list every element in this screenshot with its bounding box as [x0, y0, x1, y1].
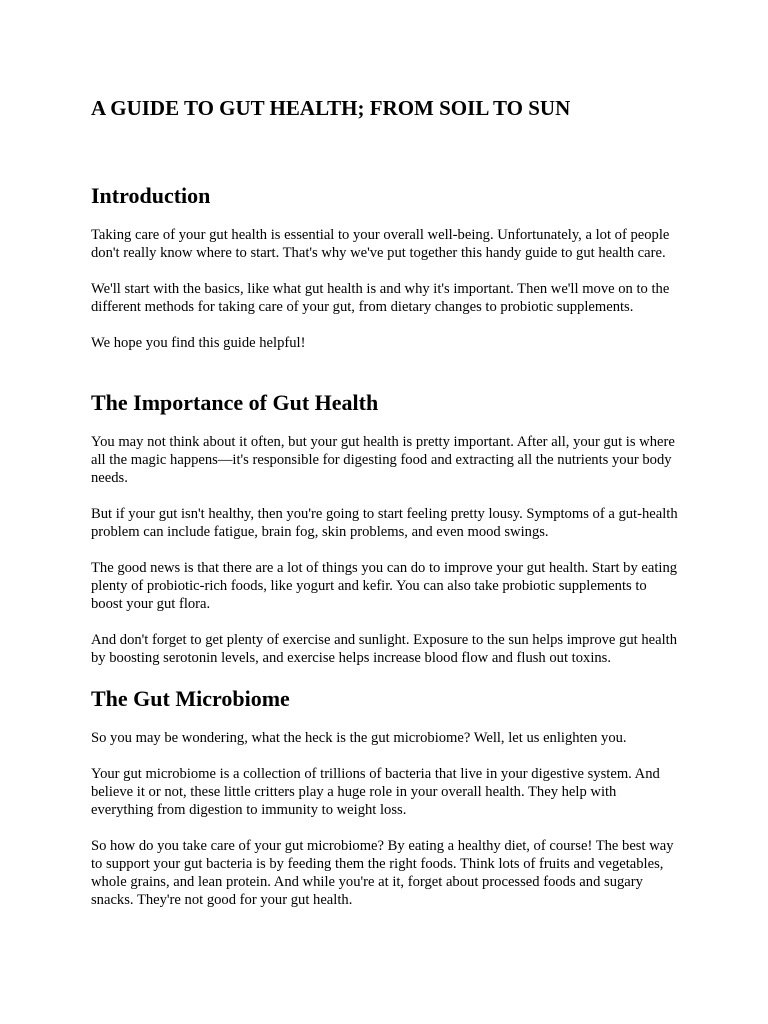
section-introduction — [91, 183, 681, 370]
paragraph: You may not think about it often, but your gut health is pretty important. After all, your gut is where all the magic happens—it's responsible for digesting food and extracting all the nutrients your body needs. — [91, 434, 675, 486]
section-importance-of-gut-health — [91, 390, 681, 685]
paragraph: We'll start with the basics, like what gut health is and why it's important. Then we'll move on to the different methods for taking care of your gut, from dietary changes to probiotic supplements. — [91, 281, 670, 315]
section-heading-importance: The Importance of Gut Health — [91, 390, 379, 415]
paragraph: So you may be wondering, what the heck is the gut microbiome? Well, let us enlighten you. — [91, 730, 627, 746]
paragraph: Your gut microbiome is a collection of trillions of bacteria that live in your digestive system. And believe it or not, these little critters play a huge role in your overall health. They help with everything from digestion to immunity to weight loss. — [91, 766, 660, 818]
document-title: A GUIDE TO GUT HEALTH; FROM SOIL TO SUN — [91, 96, 571, 120]
paragraph: The good news is that there are a lot of things you can do to improve your gut health. Start by eating plenty of probiotic-rich foods, like yogurt and kefir. You can also take probiotic supplements to boost your gut flora. — [91, 560, 678, 612]
section-heading-introduction: Introduction — [91, 183, 211, 208]
section-gut-microbiome — [91, 686, 681, 927]
section-heading-microbiome: The Gut Microbiome — [91, 686, 290, 711]
paragraph: So how do you take care of your gut microbiome? By eating a healthy diet, of course! The best way to support your gut bacteria is by feeding them the right foods. Think lots of fruits and vegetables, whole grains, and lean protein. And while you're at it, forget about processed foods and sugary snacks. They're not good for your gut health. — [91, 838, 674, 908]
paragraph: But if your gut isn't healthy, then you're going to start feeling pretty lousy. Symptoms of a gut-health problem can include fatigue, brain fog, skin problems, and even mood swings. — [91, 506, 678, 540]
paragraph: Taking care of your gut health is essential to your overall well-being. Unfortunately, a lot of people don't really know where to start. That's why we've put together this handy guide to gut health care. — [91, 227, 670, 261]
paragraph: We hope you find this guide helpful! — [91, 335, 306, 351]
paragraph: And don't forget to get plenty of exercise and sunlight. Exposure to the sun helps improve gut health by boosting serotonin levels, and exercise helps increase blood flow and flush out toxins. — [91, 632, 677, 666]
